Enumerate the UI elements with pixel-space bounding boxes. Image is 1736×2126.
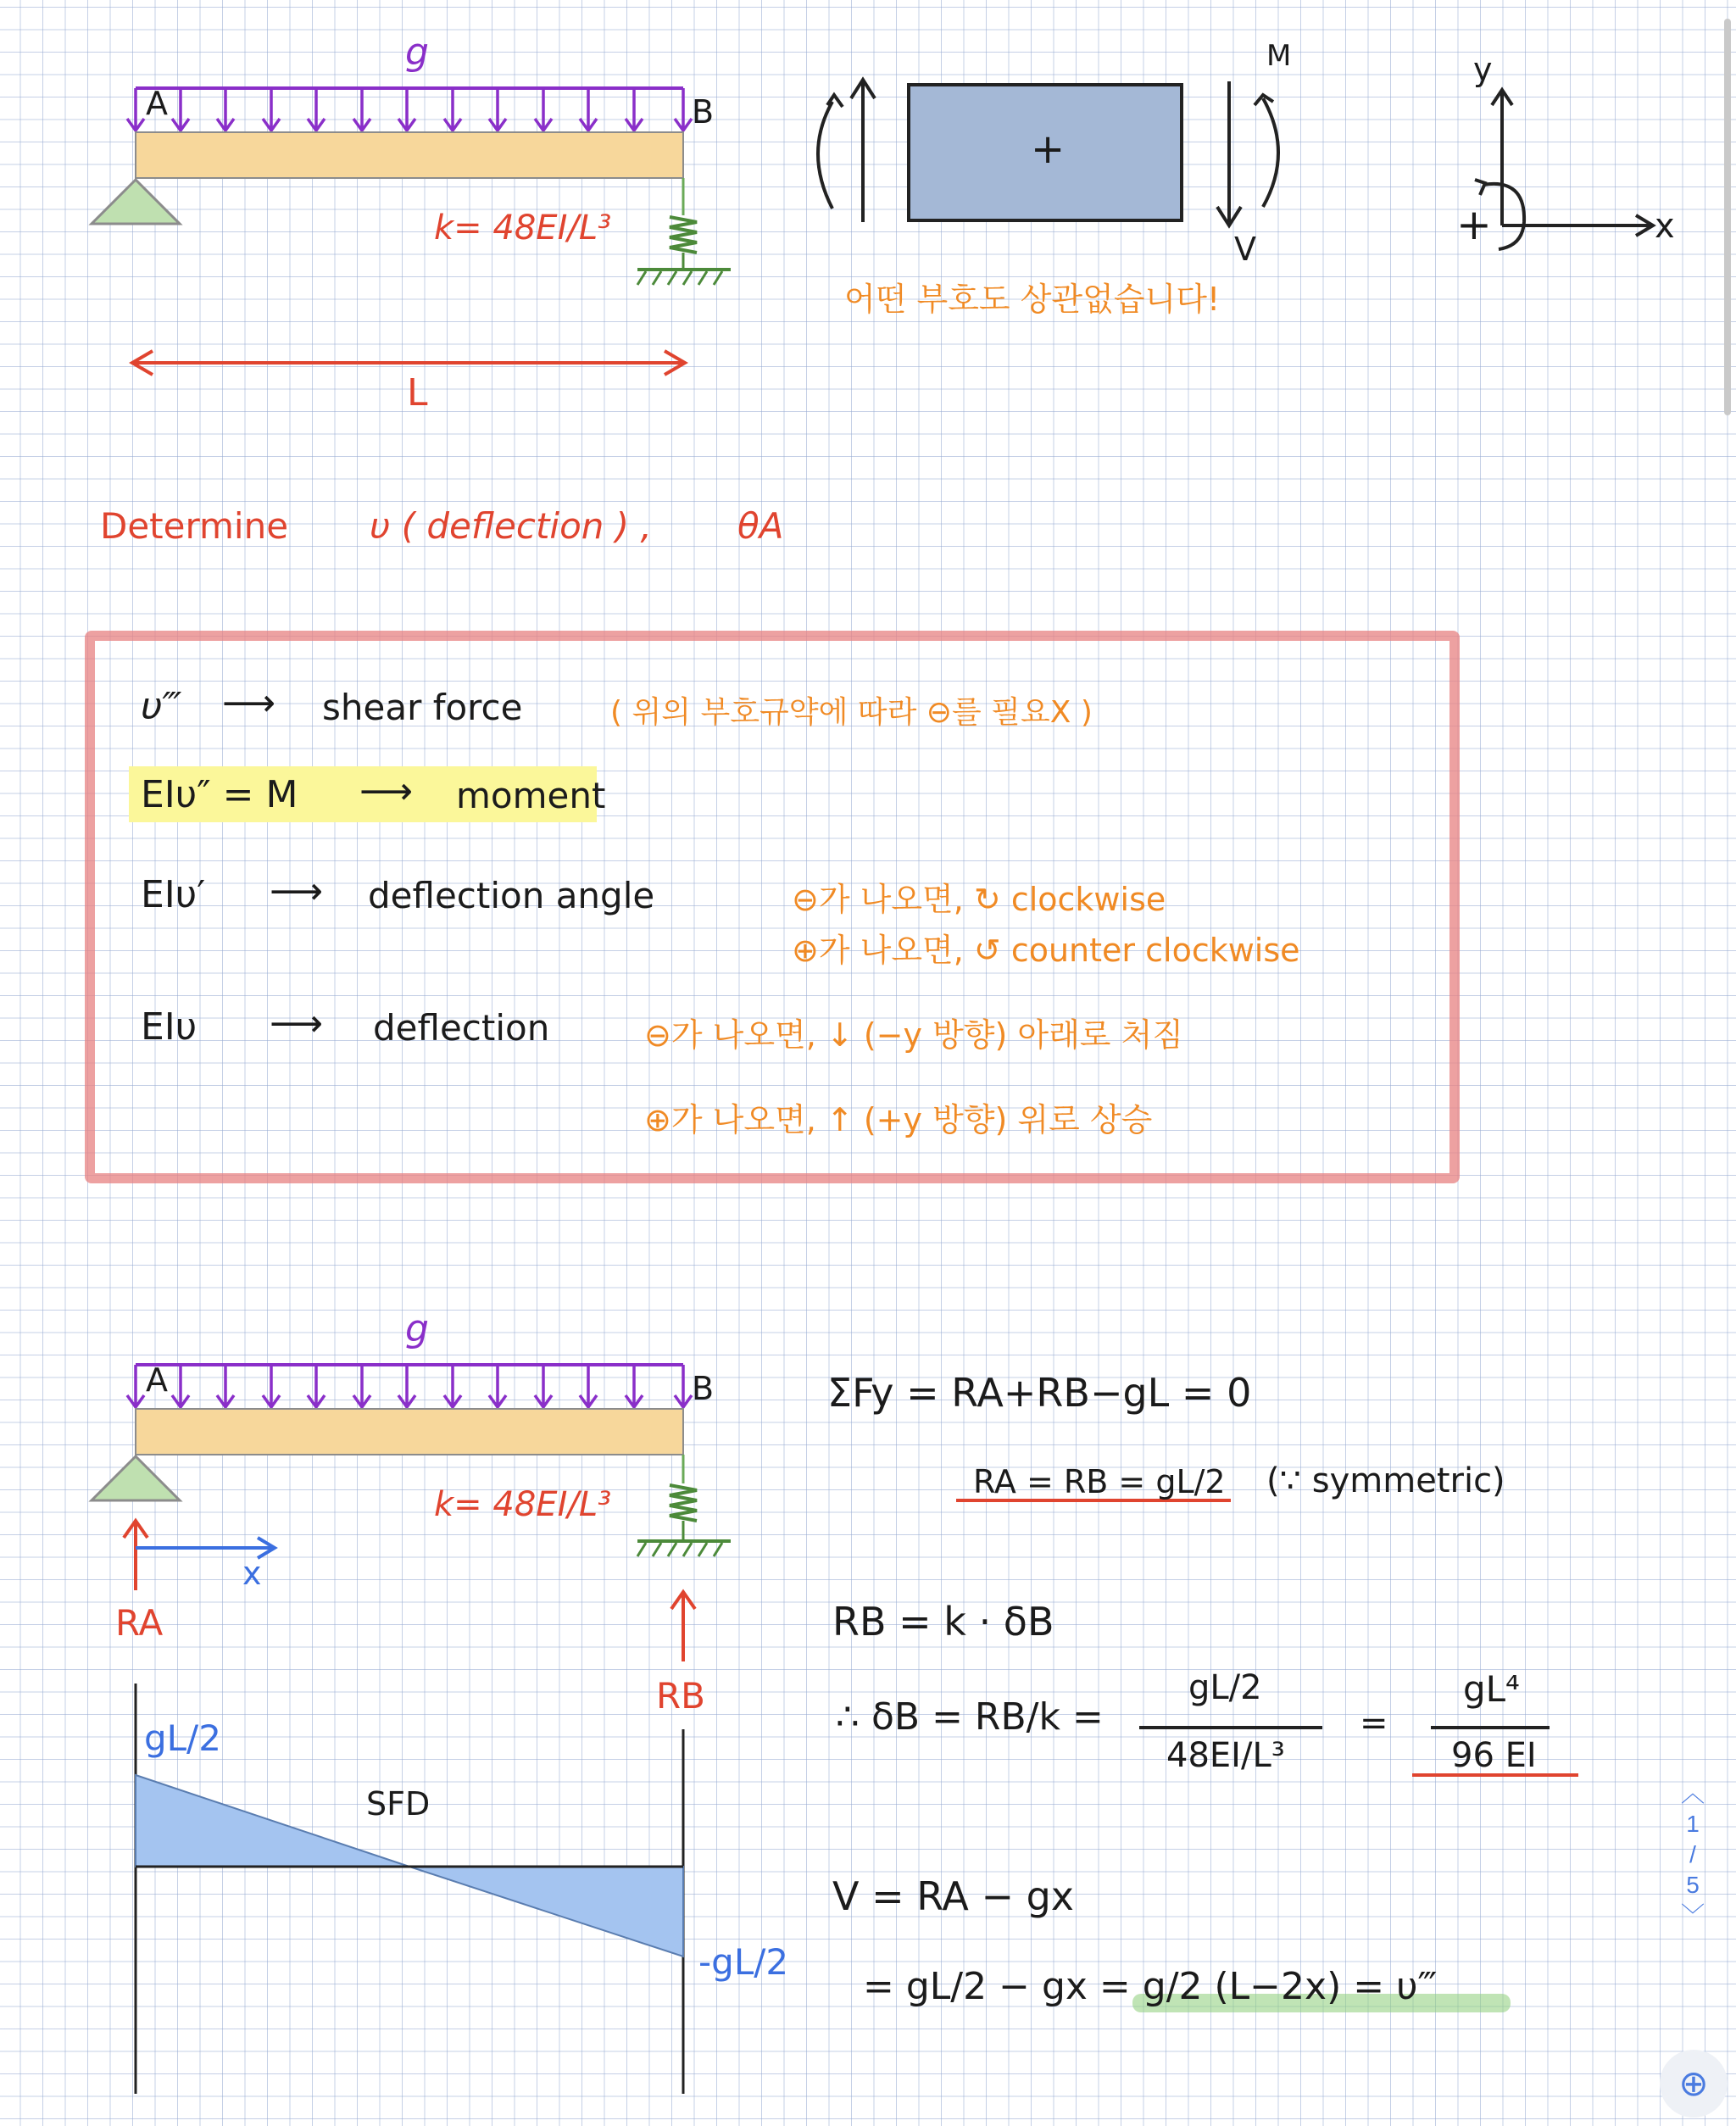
rule-3-arrow: ⟶ [270, 870, 324, 913]
total-pages: 5 [1686, 1872, 1700, 1898]
rule-1-note: ( 위의 부호규약에 따라 ⊖를 필요X ) [610, 695, 1093, 730]
page-separator: / [1689, 1841, 1696, 1867]
equals-sign: = [1360, 1704, 1388, 1743]
symmetric-note: (∵ symmetric) [1266, 1461, 1505, 1500]
spring-stiffness-label: k= 48EI/L³ [434, 209, 612, 248]
x-axis-label: x [1655, 207, 1675, 246]
point-b-label: B [692, 93, 715, 131]
reaction-b-label: RB [656, 1675, 705, 1717]
determine-word: Determine [100, 505, 289, 547]
spring-reaction-equation: RB = k · δB [832, 1599, 1054, 1645]
sfd-top-value: gL/2 [144, 1717, 221, 1759]
rule-3-note-positive: ⊕가 나오면, ↺ counter clockwise [792, 932, 1300, 969]
shear-force-result: = gL/2 − gx = g/2 (L−2x) = υ‴ [863, 1965, 1438, 2008]
rotation-positive-sign: + [1456, 200, 1492, 249]
load-label-2: g [405, 1307, 429, 1350]
rule-3-lhs: EIυ′ [141, 873, 206, 916]
point-a-label: A [146, 85, 168, 122]
shear-label: V [1234, 231, 1256, 268]
rule-3-rhs: deflection angle [368, 875, 655, 916]
vertical-scrollbar[interactable] [1724, 19, 1731, 415]
page-navigator [1670, 1778, 1716, 1931]
rule-4-note-negative: ⊖가 나오면, ↓ (−y 방향) 아래로 처짐 [644, 1016, 1184, 1054]
x-direction-label: x [242, 1555, 262, 1592]
sfd-bottom-value: -gL/2 [698, 1941, 789, 1983]
rule-4-arrow: ⟶ [270, 1002, 324, 1045]
sfd-label: SFD [366, 1785, 431, 1823]
page-down-icon[interactable]: ﹀ [1680, 1902, 1705, 1928]
moment-label: M [1266, 39, 1292, 73]
shear-force-equation: V = RA − gx [832, 1873, 1075, 1919]
positive-sign: + [1031, 125, 1066, 173]
zoom-in-icon[interactable]: ⊕ [1660, 2050, 1728, 2118]
rule-1-lhs: υ‴ [141, 685, 182, 728]
reactions-equation: RA = RB = gL/2 [973, 1463, 1226, 1500]
equilibrium-equation: ΣFy = RA+RB−gL = 0 [827, 1370, 1252, 1416]
rule-1-rhs: shear force [322, 687, 523, 728]
current-page: 1 [1686, 1811, 1700, 1837]
rule-4-rhs: deflection [373, 1007, 550, 1049]
y-axis-label: y [1473, 51, 1493, 88]
rule-3-note-negative: ⊖가 나오면, ↻ clockwise [792, 881, 1166, 918]
rule-4-note-positive: ⊕가 나오면, ↑ (+y 방향) 위로 상승 [644, 1101, 1153, 1138]
fraction-2-numerator: gL⁴ [1463, 1668, 1520, 1710]
reaction-a-label: RA [115, 1602, 164, 1644]
page-up-icon[interactable]: ︿ [1680, 1780, 1705, 1806]
fraction-2-denominator: 96 EI [1451, 1736, 1537, 1775]
fraction-1-numerator: gL/2 [1188, 1668, 1262, 1707]
spring-stiffness-label-2: k= 48EI/L³ [434, 1485, 612, 1524]
rule-2-rhs: moment [456, 775, 606, 816]
rule-4-lhs: EIυ [141, 1005, 198, 1049]
deflection-b-lhs: ∴ δB = RB/k = [836, 1695, 1104, 1739]
rule-2-lhs: EIυ″ = M [141, 773, 298, 816]
point-b-label-2: B [692, 1370, 715, 1407]
point-a-label-2: A [146, 1361, 168, 1399]
length-label: L [407, 371, 428, 415]
sign-note: 어떤 부호도 상관없습니다! [844, 281, 1221, 318]
load-label: g [405, 31, 429, 74]
rule-2-arrow: ⟶ [359, 770, 414, 813]
determine-angle: θA [737, 505, 784, 547]
fraction-1-denominator: 48EI/L³ [1166, 1736, 1285, 1775]
rule-1-arrow: ⟶ [222, 682, 276, 725]
determine-target: υ ( deflection ) , [370, 505, 652, 547]
